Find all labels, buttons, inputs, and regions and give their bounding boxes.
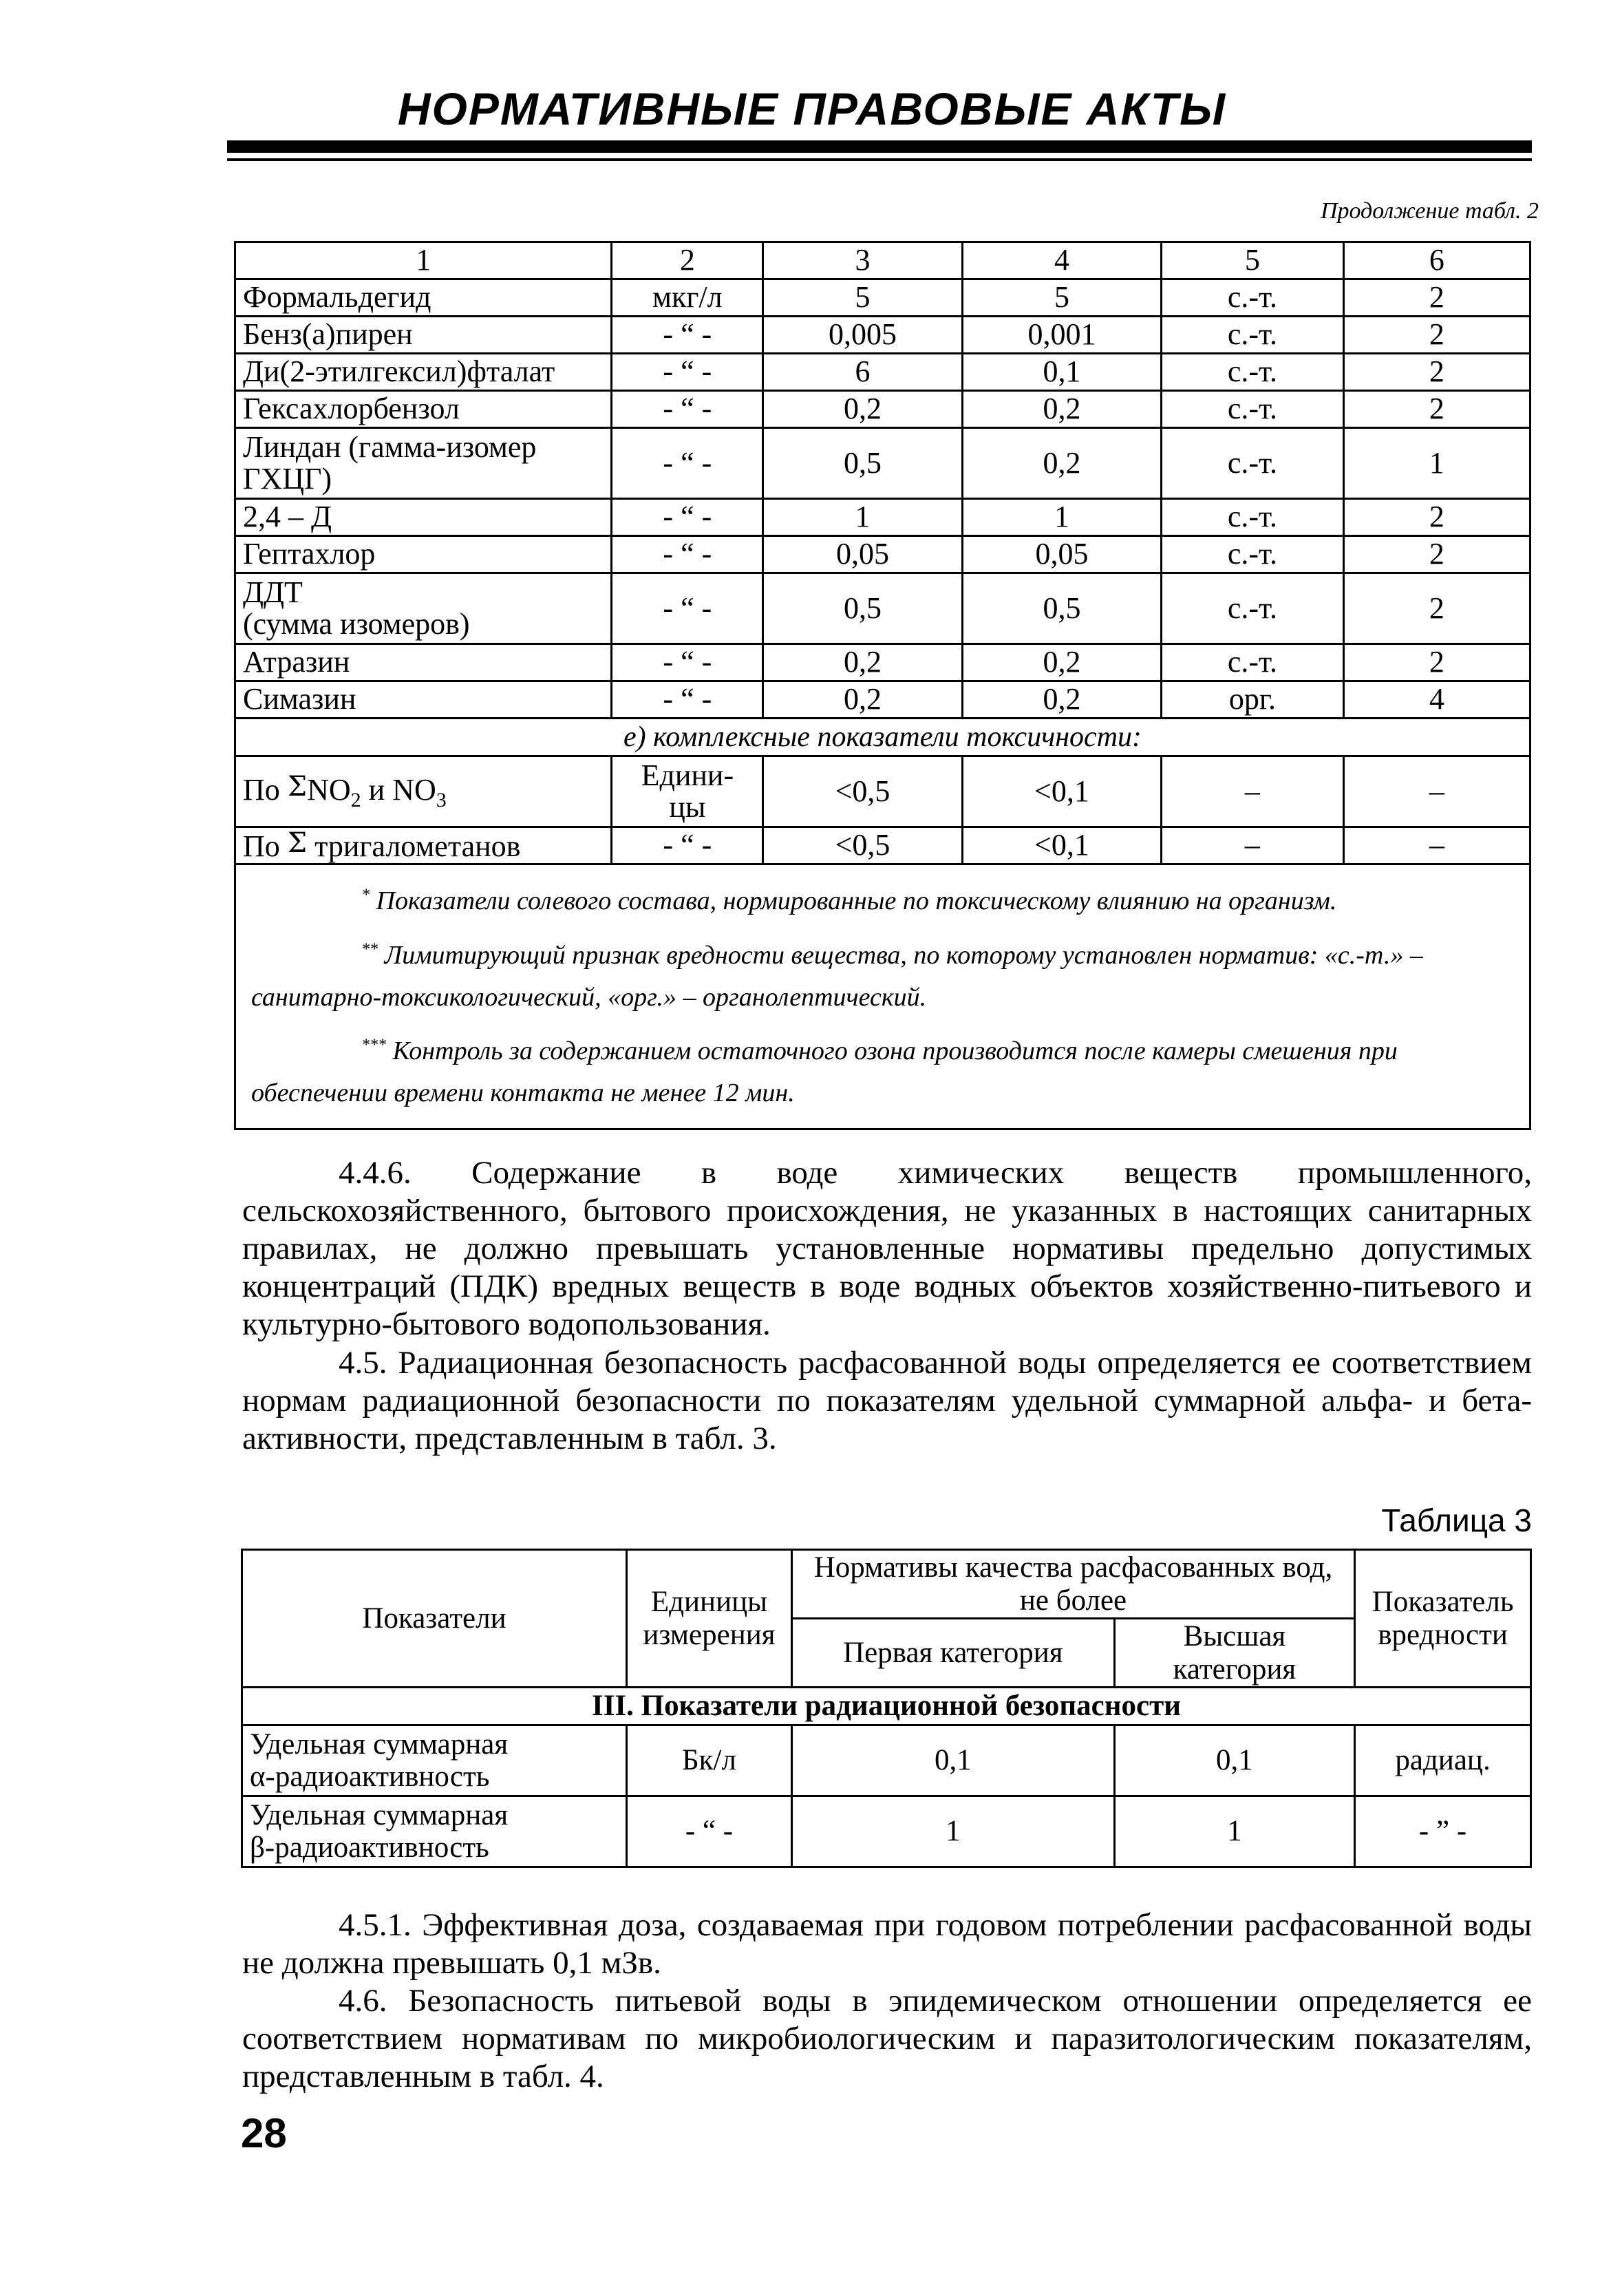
hazard-sign-cell: – <box>1162 756 1343 827</box>
harm-cell: - ” - <box>1355 1796 1531 1867</box>
sigma-symbol: Σ <box>287 770 308 802</box>
value-cell: <0,5 <box>763 827 962 864</box>
footnote-mark: * <box>361 886 370 904</box>
indicator-text: тригалометанов <box>314 829 521 863</box>
hazard-sign-cell: с.-т. <box>1162 573 1343 644</box>
value-cell: <0,5 <box>763 756 962 827</box>
substance-name-line: Линдан (гамма-изомер <box>243 429 537 464</box>
paragraph-text: 4.4.6. Содержание в воде химических веществ промышленного, сельскохозяйственного, бытового происхождения, не указанных в настоящих санитарных правилах, не должно превышать установленные нормативы предельно допустимых концентраций (ПДК) вредных веществ в воде водных объектов хозяйственно-питьевого и культурно-бытового водопользования. <box>242 1155 1532 1342</box>
value-cell: 0,2 <box>962 644 1161 681</box>
unit-cell: - “ - <box>612 827 763 864</box>
column-number: 4 <box>962 242 1161 279</box>
value-cell: 0,2 <box>962 681 1161 719</box>
footnotes-row <box>235 864 1530 1129</box>
table-row <box>235 499 1530 536</box>
value-cell: 0,1 <box>791 1725 1114 1796</box>
substance-name: Гексахлорбензол <box>235 391 612 428</box>
substance-name: Формальдегид <box>235 279 612 317</box>
hazard-class-cell: 2 <box>1343 573 1530 644</box>
hazard-sign-cell: орг. <box>1162 681 1343 719</box>
value-cell: <0,1 <box>962 827 1161 864</box>
sigma-symbol: Σ <box>287 827 308 859</box>
paragraph-4-6 <box>242 1982 1532 2096</box>
table-header-row <box>242 1550 1531 1619</box>
substance-name: Гептахлор <box>235 536 612 573</box>
table-row <box>235 391 1530 428</box>
table-row <box>235 428 1530 499</box>
hazard-sign-cell: с.-т. <box>1162 354 1343 391</box>
unit-cell: Бк/л <box>627 1725 792 1796</box>
footnotes <box>235 864 1530 1129</box>
unit-line: Едини- <box>641 758 734 792</box>
header-rule-thick <box>227 140 1532 153</box>
header-rule-thin <box>227 158 1532 161</box>
header-first-category: Первая категория <box>791 1619 1114 1688</box>
hazard-class-cell: – <box>1343 756 1530 827</box>
value-cell: 6 <box>763 354 962 391</box>
unit-cell: - “ - <box>612 428 763 499</box>
page-number: 28 <box>241 2110 287 2156</box>
footnote-mark: ** <box>361 940 378 959</box>
unit-cell: - “ - <box>612 644 763 681</box>
table-2-continued <box>234 241 1531 1130</box>
table-row <box>242 1725 1531 1796</box>
paragraph-text: 4.5. Радиационная безопасность расфасованной воды определяется ее соответствием нормам радиационной безопасности по показателям удельной суммарной альфа- и бета-активности, представленным в табл. 3. <box>242 1345 1532 1456</box>
paragraph-4-5 <box>242 1344 1532 1458</box>
header-harm-indicator: Показатель вредности <box>1355 1550 1531 1688</box>
subscript: 3 <box>436 788 447 811</box>
section-title: III. Показатели радиационной безопасности <box>242 1688 1531 1725</box>
table-row <box>242 1796 1531 1867</box>
complex-indicator-name <box>235 756 612 827</box>
hazard-sign-cell: – <box>1162 827 1343 864</box>
formula-no2: NO <box>307 772 351 807</box>
unit-cell: - “ - <box>612 354 763 391</box>
value-cell: 0,5 <box>962 573 1161 644</box>
value-cell: 0,1 <box>962 354 1161 391</box>
harm-cell: радиац. <box>1355 1725 1531 1796</box>
hazard-class-cell: 1 <box>1343 428 1530 499</box>
table-row <box>235 354 1530 391</box>
table-row <box>235 317 1530 354</box>
table-row <box>235 827 1530 864</box>
footnote-1 <box>251 880 1515 922</box>
complex-indicator-name <box>235 827 612 864</box>
value-cell: 0,2 <box>763 681 962 719</box>
value-cell: 0,2 <box>763 391 962 428</box>
hazard-class-cell: 2 <box>1343 536 1530 573</box>
paragraph-text: 4.5.1. Эффективная доза, создаваемая при годовом потреблении расфасованной воды не должна превышать 0,1 мЗв. <box>242 1907 1532 1981</box>
footnote-mark-wrap <box>251 941 378 970</box>
table-continuation-label: Продолжение табл. 2 <box>1320 198 1539 224</box>
substance-name: Атразин <box>235 644 612 681</box>
indicator-name-line: Удельная суммарная <box>250 1798 509 1831</box>
substance-name <box>235 428 612 499</box>
substance-name-line: (сумма изомеров) <box>243 607 470 641</box>
hazard-sign-cell: с.-т. <box>1162 391 1343 428</box>
footnote-mark-wrap <box>251 1037 386 1065</box>
indicator-name-line: β-радиоактивность <box>250 1831 489 1864</box>
subscript: 2 <box>350 788 361 811</box>
value-cell: 0,2 <box>763 644 962 681</box>
value-cell: 0,2 <box>962 428 1161 499</box>
substance-name-line: ДДТ <box>243 575 303 609</box>
column-number: 1 <box>235 242 612 279</box>
hazard-sign-cell: с.-т. <box>1162 428 1343 499</box>
unit-cell: мкг/л <box>612 279 763 317</box>
indicator-name <box>242 1796 627 1867</box>
value-cell: 0,05 <box>962 536 1161 573</box>
value-cell: 0,5 <box>763 573 962 644</box>
table-3-caption: Таблица 3 <box>1381 1502 1532 1538</box>
paragraph-4-4-6 <box>242 1154 1532 1343</box>
indicator-name-line: Удельная суммарная <box>250 1728 509 1761</box>
column-number: 2 <box>612 242 763 279</box>
unit-cell: - “ - <box>627 1796 792 1867</box>
unit-cell: - “ - <box>612 317 763 354</box>
unit-cell: - “ - <box>612 681 763 719</box>
table-row <box>235 573 1530 644</box>
running-header-title: НОРМАТИВНЫЕ ПРАВОВЫЕ АКТЫ <box>397 83 1227 134</box>
paragraph-text: 4.6. Безопасность питьевой воды в эпидемическом отношении определяется ее соответствием нормативам по микробиологическим и паразитологическим показателям, представленным в табл. 4. <box>242 1983 1532 2094</box>
hazard-class-cell: 2 <box>1343 499 1530 536</box>
prefix-text: По <box>243 772 280 807</box>
indicator-name <box>242 1725 627 1796</box>
prefix-text: По <box>243 829 280 863</box>
unit-cell: - “ - <box>612 536 763 573</box>
hazard-class-cell: 2 <box>1343 279 1530 317</box>
table-row <box>235 756 1530 827</box>
indicator-name-line: α-радиоактивность <box>250 1761 490 1793</box>
substance-name <box>235 573 612 644</box>
hazard-sign-cell: с.-т. <box>1162 279 1343 317</box>
hazard-sign-cell: с.-т. <box>1162 499 1343 536</box>
value-cell: 5 <box>962 279 1161 317</box>
value-cell: 1 <box>763 499 962 536</box>
value-cell: 0,005 <box>763 317 962 354</box>
section-row <box>235 719 1530 756</box>
hazard-class-cell: – <box>1343 827 1530 864</box>
table-3 <box>241 1549 1532 1868</box>
value-cell: 0,001 <box>962 317 1161 354</box>
hazard-class-cell: 2 <box>1343 354 1530 391</box>
footnote-text: Показатели солевого состава, нормированные по токсическому влиянию на организм. <box>376 886 1337 915</box>
unit-cell: - “ - <box>612 499 763 536</box>
unit-cell <box>612 756 763 827</box>
value-cell: 1 <box>791 1796 1114 1867</box>
value-cell: 0,1 <box>1114 1725 1354 1796</box>
hazard-sign-cell: с.-т. <box>1162 536 1343 573</box>
footnote-text: Контроль за содержанием остаточного озона производится после камеры смешения при обеспечении времени контакта не менее 12 мин. <box>251 1037 1398 1108</box>
hazard-class-cell: 2 <box>1343 391 1530 428</box>
hazard-class-cell: 2 <box>1343 317 1530 354</box>
table-row <box>235 644 1530 681</box>
header-units: Единицы измерения <box>627 1550 792 1688</box>
value-cell: 0,5 <box>763 428 962 499</box>
substance-name: 2,4 – Д <box>235 499 612 536</box>
header-indicators: Показатели <box>242 1550 627 1688</box>
paragraph-4-5-1 <box>242 1906 1532 1982</box>
section-title: е) комплексные показатели токсичности: <box>235 719 1530 756</box>
formula-no3: и NO <box>368 772 436 807</box>
table-row <box>235 279 1530 317</box>
unit-cell: - “ - <box>612 573 763 644</box>
hazard-class-cell: 2 <box>1343 644 1530 681</box>
column-number: 5 <box>1162 242 1343 279</box>
substance-name-line: ГХЦГ) <box>243 462 332 496</box>
substance-name: Ди(2-этилгексил)фталат <box>235 354 612 391</box>
value-cell: 0,2 <box>962 391 1161 428</box>
value-cell: 1 <box>962 499 1161 536</box>
section-row <box>242 1688 1531 1725</box>
footnote-mark: *** <box>361 1036 386 1054</box>
unit-line: цы <box>669 790 706 824</box>
value-cell: 0,05 <box>763 536 962 573</box>
value-cell: 1 <box>1114 1796 1354 1867</box>
hazard-class-cell: 4 <box>1343 681 1530 719</box>
substance-name: Симазин <box>235 681 612 719</box>
footnote-3 <box>251 1030 1515 1114</box>
value-cell: <0,1 <box>962 756 1161 827</box>
table-row <box>235 536 1530 573</box>
value-cell: 5 <box>763 279 962 317</box>
table-row <box>235 681 1530 719</box>
substance-name: Бенз(а)пирен <box>235 317 612 354</box>
footnote-text: Лимитирующий признак вредности вещества, по которому установлен норматив: «с.-т.» – санитарно-токсикологический, «орг.» – органолептический. <box>251 940 1423 1012</box>
footnote-2 <box>251 935 1515 1019</box>
column-number: 6 <box>1343 242 1530 279</box>
table-header-row <box>235 242 1530 279</box>
column-number: 3 <box>763 242 962 279</box>
unit-cell: - “ - <box>612 391 763 428</box>
header-top-category: Высшая категория <box>1114 1619 1354 1688</box>
hazard-sign-cell: с.-т. <box>1162 317 1343 354</box>
hazard-sign-cell: с.-т. <box>1162 644 1343 681</box>
header-norms: Нормативы качества расфасованных вод, не более <box>791 1550 1354 1619</box>
